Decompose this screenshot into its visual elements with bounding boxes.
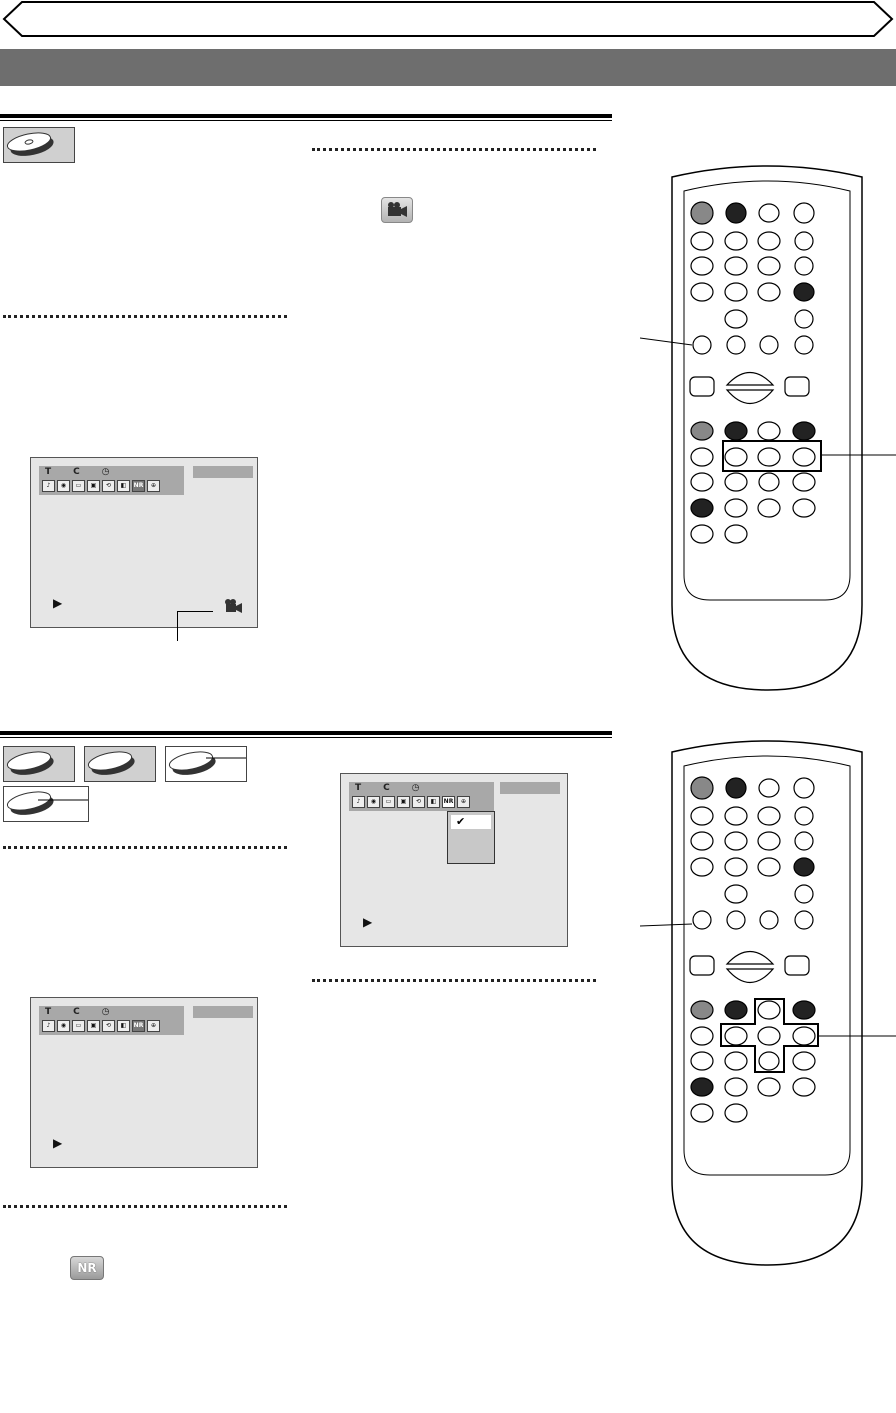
osd-screen-nr xyxy=(30,997,258,1168)
osd-menu-bar xyxy=(349,782,494,811)
remote-control-1 xyxy=(640,155,896,700)
angle-mark-icon xyxy=(223,598,245,614)
divider-dotted xyxy=(3,846,287,849)
section1-rule xyxy=(0,114,612,118)
mp3-disc-badge xyxy=(3,786,89,822)
osd-screen-nr-menu xyxy=(340,773,568,947)
clock-icon: ◷ xyxy=(101,1007,110,1017)
section-band xyxy=(0,49,896,86)
marker-icon: ◧ xyxy=(117,480,130,492)
osd-status-box xyxy=(193,1006,253,1018)
osd-menu-bar xyxy=(39,1006,184,1035)
nr-button-icon: NR xyxy=(70,1256,104,1280)
subtitle-icon: ▭ xyxy=(382,796,395,808)
divider-dotted xyxy=(3,315,287,318)
audio-icon: ♪ xyxy=(42,480,55,492)
zoom-icon: ⊕ xyxy=(147,1020,160,1032)
angle-icon: ▣ xyxy=(397,796,410,808)
callout-line xyxy=(177,611,213,612)
angle-icon: ▣ xyxy=(87,480,100,492)
disc-icon xyxy=(4,128,74,162)
osd-indicators: T C ◷ xyxy=(45,1007,110,1017)
disc-icon xyxy=(85,747,155,781)
play-icon: ▶ xyxy=(53,1136,63,1150)
marker-icon: ◧ xyxy=(427,796,440,808)
section1-rule-thin xyxy=(0,120,612,121)
osd-screen-angle xyxy=(30,457,258,628)
nr-icon: NR xyxy=(132,1020,145,1032)
remote-control-2 xyxy=(640,730,896,1275)
audio-icon: ♪ xyxy=(352,796,365,808)
osd-status-box xyxy=(193,466,253,478)
osd-indicators: T C ◷ xyxy=(355,783,420,793)
nr-option-selected[interactable]: ✔ xyxy=(451,815,491,829)
play-icon: ▶ xyxy=(53,596,63,610)
camera-angle-icon xyxy=(381,197,413,223)
sound-icon: ◉ xyxy=(367,796,380,808)
cd-disc-badge xyxy=(165,746,247,782)
sound-icon: ◉ xyxy=(57,480,70,492)
disc-icon xyxy=(166,747,246,781)
subtitle-icon: ▭ xyxy=(72,1020,85,1032)
marker-icon: ◧ xyxy=(117,1020,130,1032)
disc-icon xyxy=(4,747,74,781)
repeat-icon: ⟲ xyxy=(102,480,115,492)
divider-dotted xyxy=(312,979,596,982)
angle-icon: ▣ xyxy=(87,1020,100,1032)
section2-rule xyxy=(0,731,612,735)
section2-rule-thin xyxy=(0,737,612,738)
play-icon: ▶ xyxy=(363,915,373,929)
zoom-icon: ⊕ xyxy=(147,480,160,492)
dvd-disc-badge xyxy=(3,746,75,782)
osd-status-box xyxy=(500,782,560,794)
divider-dotted xyxy=(3,1205,287,1208)
audio-icon: ♪ xyxy=(42,1020,55,1032)
sound-icon: ◉ xyxy=(57,1020,70,1032)
nr-option[interactable] xyxy=(448,829,494,843)
clock-icon: ◷ xyxy=(101,467,110,477)
nr-icon: NR xyxy=(442,796,455,808)
repeat-icon: ⟲ xyxy=(412,796,425,808)
clock-icon: ◷ xyxy=(411,783,420,793)
header-frame xyxy=(2,0,894,38)
band-title xyxy=(0,57,12,77)
disc-icon xyxy=(4,787,88,821)
dvd-disc-badge xyxy=(3,127,75,163)
nr-option[interactable] xyxy=(448,843,494,857)
subtitle-icon: ▭ xyxy=(72,480,85,492)
osd-menu-bar xyxy=(39,466,184,495)
osd-indicators: T C ◷ xyxy=(45,467,110,477)
callout-line xyxy=(177,611,178,641)
nr-dropdown[interactable] xyxy=(447,811,495,864)
nr-icon: NR xyxy=(132,480,145,492)
vcd-disc-badge xyxy=(84,746,156,782)
repeat-icon: ⟲ xyxy=(102,1020,115,1032)
divider-dotted xyxy=(312,148,596,151)
zoom-icon: ⊕ xyxy=(457,796,470,808)
